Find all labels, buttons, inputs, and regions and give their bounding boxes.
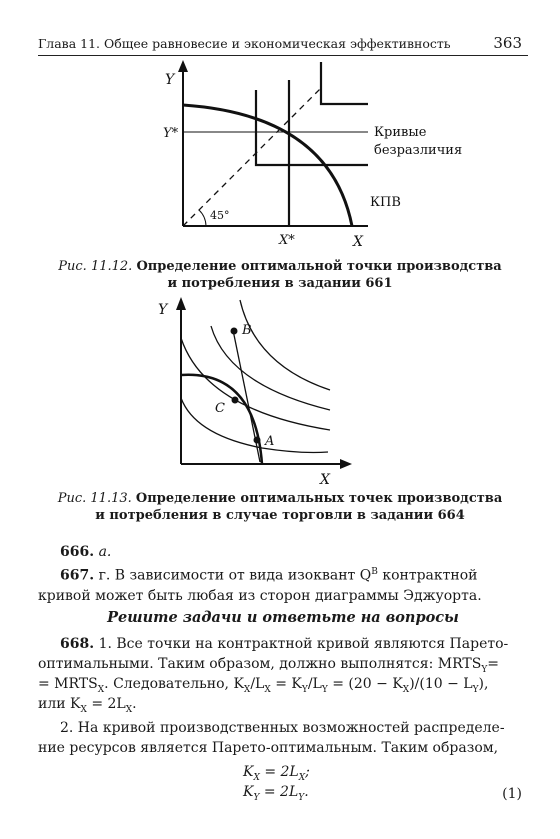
fig2-y-arrow: [176, 297, 186, 310]
fig1-45-ray: [183, 89, 320, 226]
eq1-b: = 2L: [259, 764, 299, 780]
p668-l3d: = K: [270, 676, 302, 692]
fig2-point-a: [254, 437, 261, 444]
p668-line2-text: оптимальными. Таким образом, должно выполнятся: MRTS: [38, 656, 482, 672]
eq2-end: .: [304, 784, 309, 800]
fig2-label-c: C: [215, 401, 225, 416]
answer-666: [38, 542, 528, 562]
fig2-caption-line1: Определение оптимальных точек производства: [135, 491, 503, 506]
fig1-angle-arc: [199, 210, 206, 226]
figure-trade-optimal-points: [150, 292, 380, 492]
fig2-caption-line2: и потребления в случае торговли в задании 664: [95, 508, 465, 523]
fig2-point-c: [232, 397, 239, 404]
fig1-indiff-label-1: Кривые: [374, 125, 427, 140]
p668-l3s1: X: [243, 684, 251, 695]
fig1-x-star-label: X*: [279, 233, 295, 248]
fig1-caption-lead: Рис. 11.12.: [58, 259, 133, 274]
answer-666-number: 666.: [60, 544, 95, 560]
problem-668: [38, 634, 528, 654]
figure2-caption: [40, 490, 520, 524]
running-title: Глава 11. Общее равновесие и экономическая эффективность: [38, 36, 451, 51]
p668-l4s2: X: [125, 704, 133, 715]
p668-line4: [38, 694, 528, 720]
p668-l3g: )/(10 − L: [409, 676, 473, 692]
eq2-sub1: Y: [253, 792, 260, 803]
p668-l3s4: Y: [321, 684, 328, 695]
fig2-label-a: A: [265, 434, 275, 449]
p668-l3s2: X: [264, 684, 271, 695]
p2-line2: ние ресурсов является Парето-оптимальным. Таким образом,: [38, 740, 499, 756]
p668-l3f: = (20 − K: [327, 676, 403, 692]
equation-1: [243, 764, 310, 783]
eq1-a: K: [243, 764, 254, 780]
fig1-y-arrow: [178, 60, 188, 72]
fig1-angle-label: 45°: [210, 209, 230, 222]
fig2-point-b: [231, 328, 238, 335]
p2-line1: 2. На кривой производственных возможностей распределе-: [60, 720, 505, 736]
p668-line1: 1. Все точки на контрактной кривой являются Парето-: [98, 636, 509, 652]
answer-667-number: 667.: [60, 567, 95, 584]
figure1-caption: [40, 258, 520, 292]
figure-ppf-indifference: [150, 58, 463, 258]
eq2-b: = 2L: [259, 784, 299, 800]
eq1-sub2: X: [298, 772, 306, 783]
p668-l3a: = MRTS: [38, 676, 98, 692]
p668-l4c: .: [132, 696, 137, 712]
p668-l3s6: Y: [472, 684, 479, 695]
header-rule: [38, 55, 528, 56]
fig2-y-label: Y: [158, 302, 168, 318]
p668-l4s1: X: [80, 704, 87, 715]
p668-l3e: /L: [307, 676, 322, 692]
answer-666-text: а.: [98, 544, 112, 560]
fig1-indiff-high: [321, 62, 368, 104]
p668-l3b: . Следовательно, K: [104, 676, 244, 692]
answer-667-text: г. В зависимости от вида изоквант Q: [98, 567, 372, 584]
eq1-sub1: X: [253, 772, 260, 783]
p668-l3sub: X: [97, 684, 105, 695]
fig2-x-arrow: [340, 459, 352, 469]
fig1-y-label: Y: [165, 72, 175, 88]
equation-2: [243, 784, 309, 803]
fig1-indiff-label-2: безразличия: [374, 143, 463, 158]
eq2-a: K: [243, 784, 254, 800]
fig1-caption-line2: и потребления в задании 661: [167, 276, 393, 291]
fig2-indiff-2: [181, 338, 330, 430]
fig2-x-label: X: [320, 472, 330, 488]
fig2-label-b: B: [242, 323, 252, 338]
p668-l3s3: Y: [301, 684, 308, 695]
p668-line2-sub: Y: [481, 664, 488, 675]
p668-l3s5: X: [402, 684, 410, 695]
p668-line2-end: =: [487, 656, 500, 672]
section-heading: Решите задачи и ответьте на вопросы: [107, 609, 459, 626]
fig2-indiff-3: [211, 326, 330, 410]
p668-l3c: /L: [250, 676, 265, 692]
page-number: 363: [493, 34, 522, 52]
p668-l4a: или K: [38, 696, 81, 712]
fig1-indiff-low: [256, 90, 368, 165]
fig1-x-label: X: [353, 234, 363, 250]
eq2-sub2: Y: [298, 792, 305, 803]
fig2-indiff-4: [240, 300, 330, 390]
p668-l4b: = 2L: [86, 696, 126, 712]
p668-l3h: ),: [478, 676, 489, 692]
equation-number: (1): [502, 786, 522, 802]
answer-667: [38, 562, 528, 606]
eq1-end: ;: [305, 764, 310, 780]
answer-667-sup: B: [371, 567, 378, 577]
fig2-ppf-curve: [181, 375, 262, 464]
fig1-y-star-label: Y*: [163, 126, 179, 141]
fig2-caption-lead: Рис. 11.13.: [57, 491, 132, 506]
answer-667-rest: контрактной кривой может быть любая из сторон диаграммы Эджуорта.: [38, 567, 482, 604]
fig1-caption-line1: Определение оптимальной точки производства: [136, 259, 502, 274]
fig1-ppf-label: КПВ: [370, 195, 401, 210]
problem-668-number: 668.: [60, 636, 95, 652]
